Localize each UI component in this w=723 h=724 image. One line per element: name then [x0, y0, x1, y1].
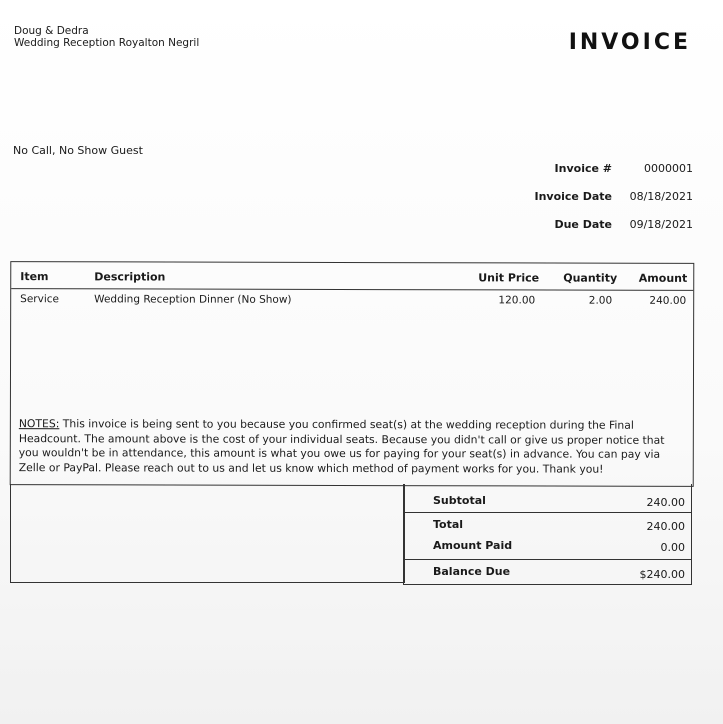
header-quantity: Quantity — [563, 271, 618, 285]
row-item: Service — [20, 293, 60, 306]
totals-divider — [404, 512, 691, 513]
amount-paid-value: 0.00 — [660, 541, 685, 554]
balance-due-value: $240.00 — [639, 568, 685, 581]
totals-box — [403, 484, 692, 585]
line-items-table — [10, 261, 695, 487]
notes — [19, 417, 687, 477]
invoice-date-label: Invoice Date — [534, 190, 612, 203]
total-label: Total — [433, 518, 464, 531]
row-unit-price: 120.00 — [498, 294, 536, 307]
invoice-number-label: Invoice # — [554, 162, 612, 175]
header-description: Description — [94, 270, 166, 284]
notes-label: NOTES: — [18, 417, 60, 431]
sender-block — [14, 25, 199, 49]
table-header — [11, 262, 693, 291]
balance-due-label: Balance Due — [433, 565, 511, 578]
subtotal-value: 240.00 — [646, 496, 685, 509]
header-unit-price: Unit Price — [478, 271, 540, 285]
row-quantity: 2.00 — [588, 294, 613, 307]
blank-area — [10, 484, 405, 583]
row-description: Wedding Reception Dinner (No Show) — [94, 293, 292, 306]
row-amount: 240.00 — [649, 294, 687, 307]
totals-divider — [404, 559, 691, 560]
header-amount: Amount — [638, 271, 688, 285]
subtotal-label: Subtotal — [433, 494, 486, 507]
invoice-date: 08/18/2021 — [629, 190, 693, 203]
amount-paid-label: Amount Paid — [433, 539, 513, 552]
due-date: 09/18/2021 — [629, 218, 693, 231]
bill-to: No Call, No Show Guest — [13, 144, 143, 157]
header-item: Item — [20, 270, 49, 284]
sender-name: Doug & Dedra — [14, 25, 89, 37]
sender-event: Wedding Reception Royalton Negril — [14, 37, 200, 49]
due-date-label: Due Date — [554, 218, 612, 231]
invoice-number: 0000001 — [644, 162, 693, 175]
notes-text: This invoice is being sent to you because you confirmed seat(s) at the wedding reception during the Final Headcount. The amount above is the cost of your individual seats. Because you didn't call or give us proper notice that you wouldn't be in attendance, this amount is what you owe us for paying for your seat(s) in advance. You can pay via Zelle or PayPal. Please reach out to us and let us know which method of payment works for you. Thank you! — [18, 417, 665, 476]
document-title: INVOICE — [568, 30, 691, 55]
total-value: 240.00 — [646, 520, 685, 533]
